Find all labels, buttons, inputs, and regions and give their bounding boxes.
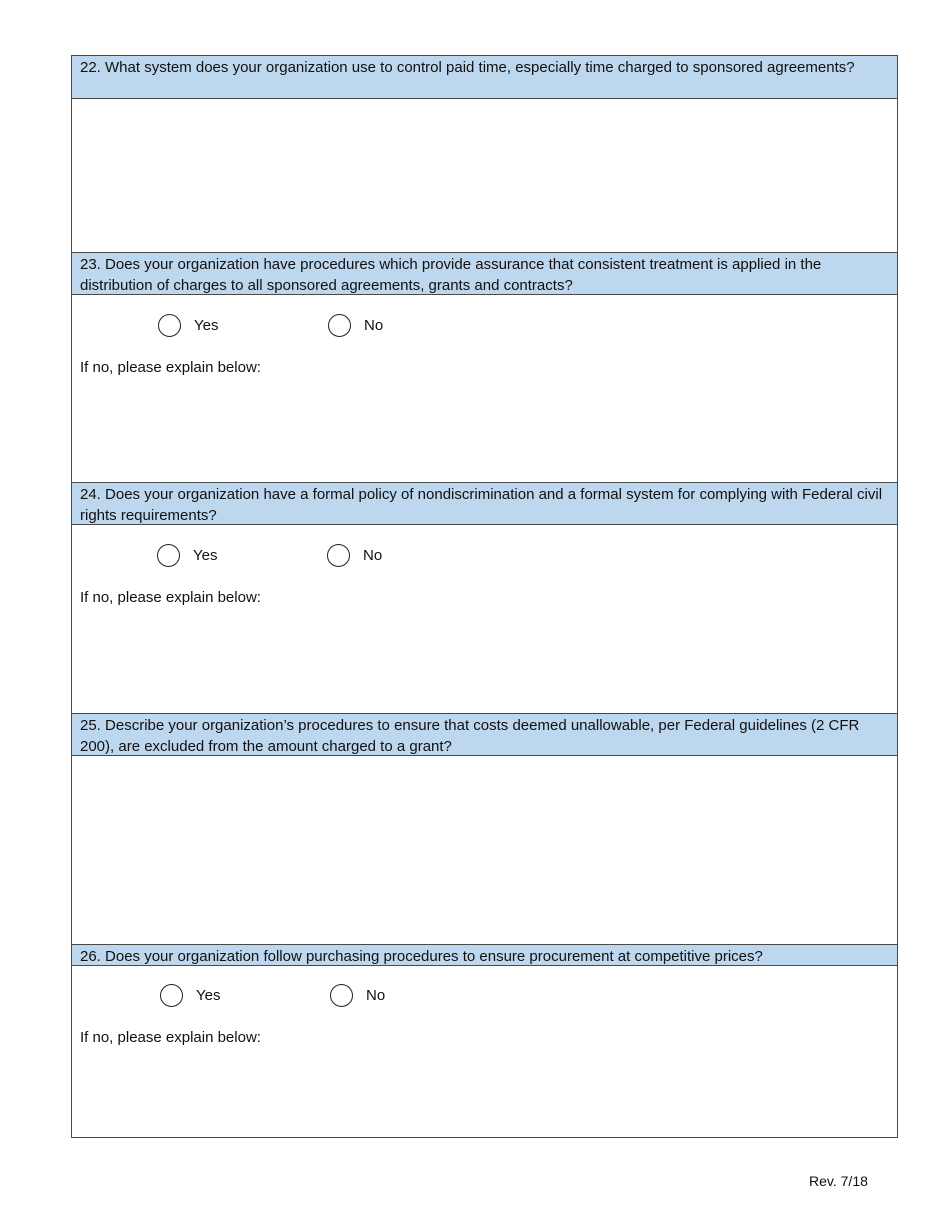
question-24-text: 24. Does your organization have a formal policy of nondiscrimination and a formal system for complying with Federal civil rights requirements? [80,486,883,524]
questionnaire-table [71,55,898,1138]
question-23-yes-option[interactable] [158,311,218,339]
question-23-no-label: No [364,316,384,334]
question-25-text: 25. Describe your organization’s procedures to ensure that costs deemed unallowable, per Federal guidelines (2 CFR 200), are excluded from the amount charged to a grant? [80,717,860,755]
question-23-header [72,252,897,295]
question-24-no-option[interactable] [327,541,382,569]
question-26-yes-label: Yes [196,986,221,1004]
question-26-no-option[interactable] [330,981,385,1009]
question-23-yes-label: Yes [194,316,219,334]
question-23-no-radio[interactable] [328,314,351,337]
question-24-header [72,482,897,525]
question-24-no-radio[interactable] [327,544,350,567]
question-24-body [72,525,897,713]
question-25-header [72,713,897,756]
question-23-explain-label: If no, please explain below: [80,359,261,376]
question-24-yes-option[interactable] [157,541,217,569]
question-24-yes-label: Yes [193,546,218,564]
question-23-text: 23. Does your organization have procedures which provide assurance that consistent treatment is applied in the distribution of charges to all sponsored agreements, grants and contracts? [80,256,822,294]
question-25-answer-area[interactable] [72,756,897,944]
question-26-header [72,944,897,966]
question-26-no-label: No [366,986,386,1004]
question-26-yes-radio[interactable] [160,984,183,1007]
question-26-yes-option[interactable] [160,981,220,1009]
question-24-no-label: No [363,546,383,564]
revision-label: Rev. 7/18 [809,1173,868,1189]
question-24-explain-area[interactable] [72,613,897,713]
question-24-yes-radio[interactable] [157,544,180,567]
question-23-explain-area[interactable] [72,383,897,483]
question-26-no-radio[interactable] [330,984,353,1007]
question-23-body [72,295,897,483]
question-26-explain-label: If no, please explain below: [80,1029,261,1046]
question-23-yes-radio[interactable] [158,314,181,337]
question-23-no-option[interactable] [328,311,383,339]
question-26-explain-area[interactable] [72,1053,897,1137]
question-24-explain-label: If no, please explain below: [80,589,261,606]
question-22-answer-area[interactable] [72,99,897,252]
question-26-body [72,966,897,1137]
question-22-text: 22. What system does your organization use to control paid time, especially time charged to sponsored agreements? [80,59,855,76]
question-26-text: 26. Does your organization follow purchasing procedures to ensure procurement at competitive prices? [80,948,763,965]
question-22-header [72,56,897,99]
